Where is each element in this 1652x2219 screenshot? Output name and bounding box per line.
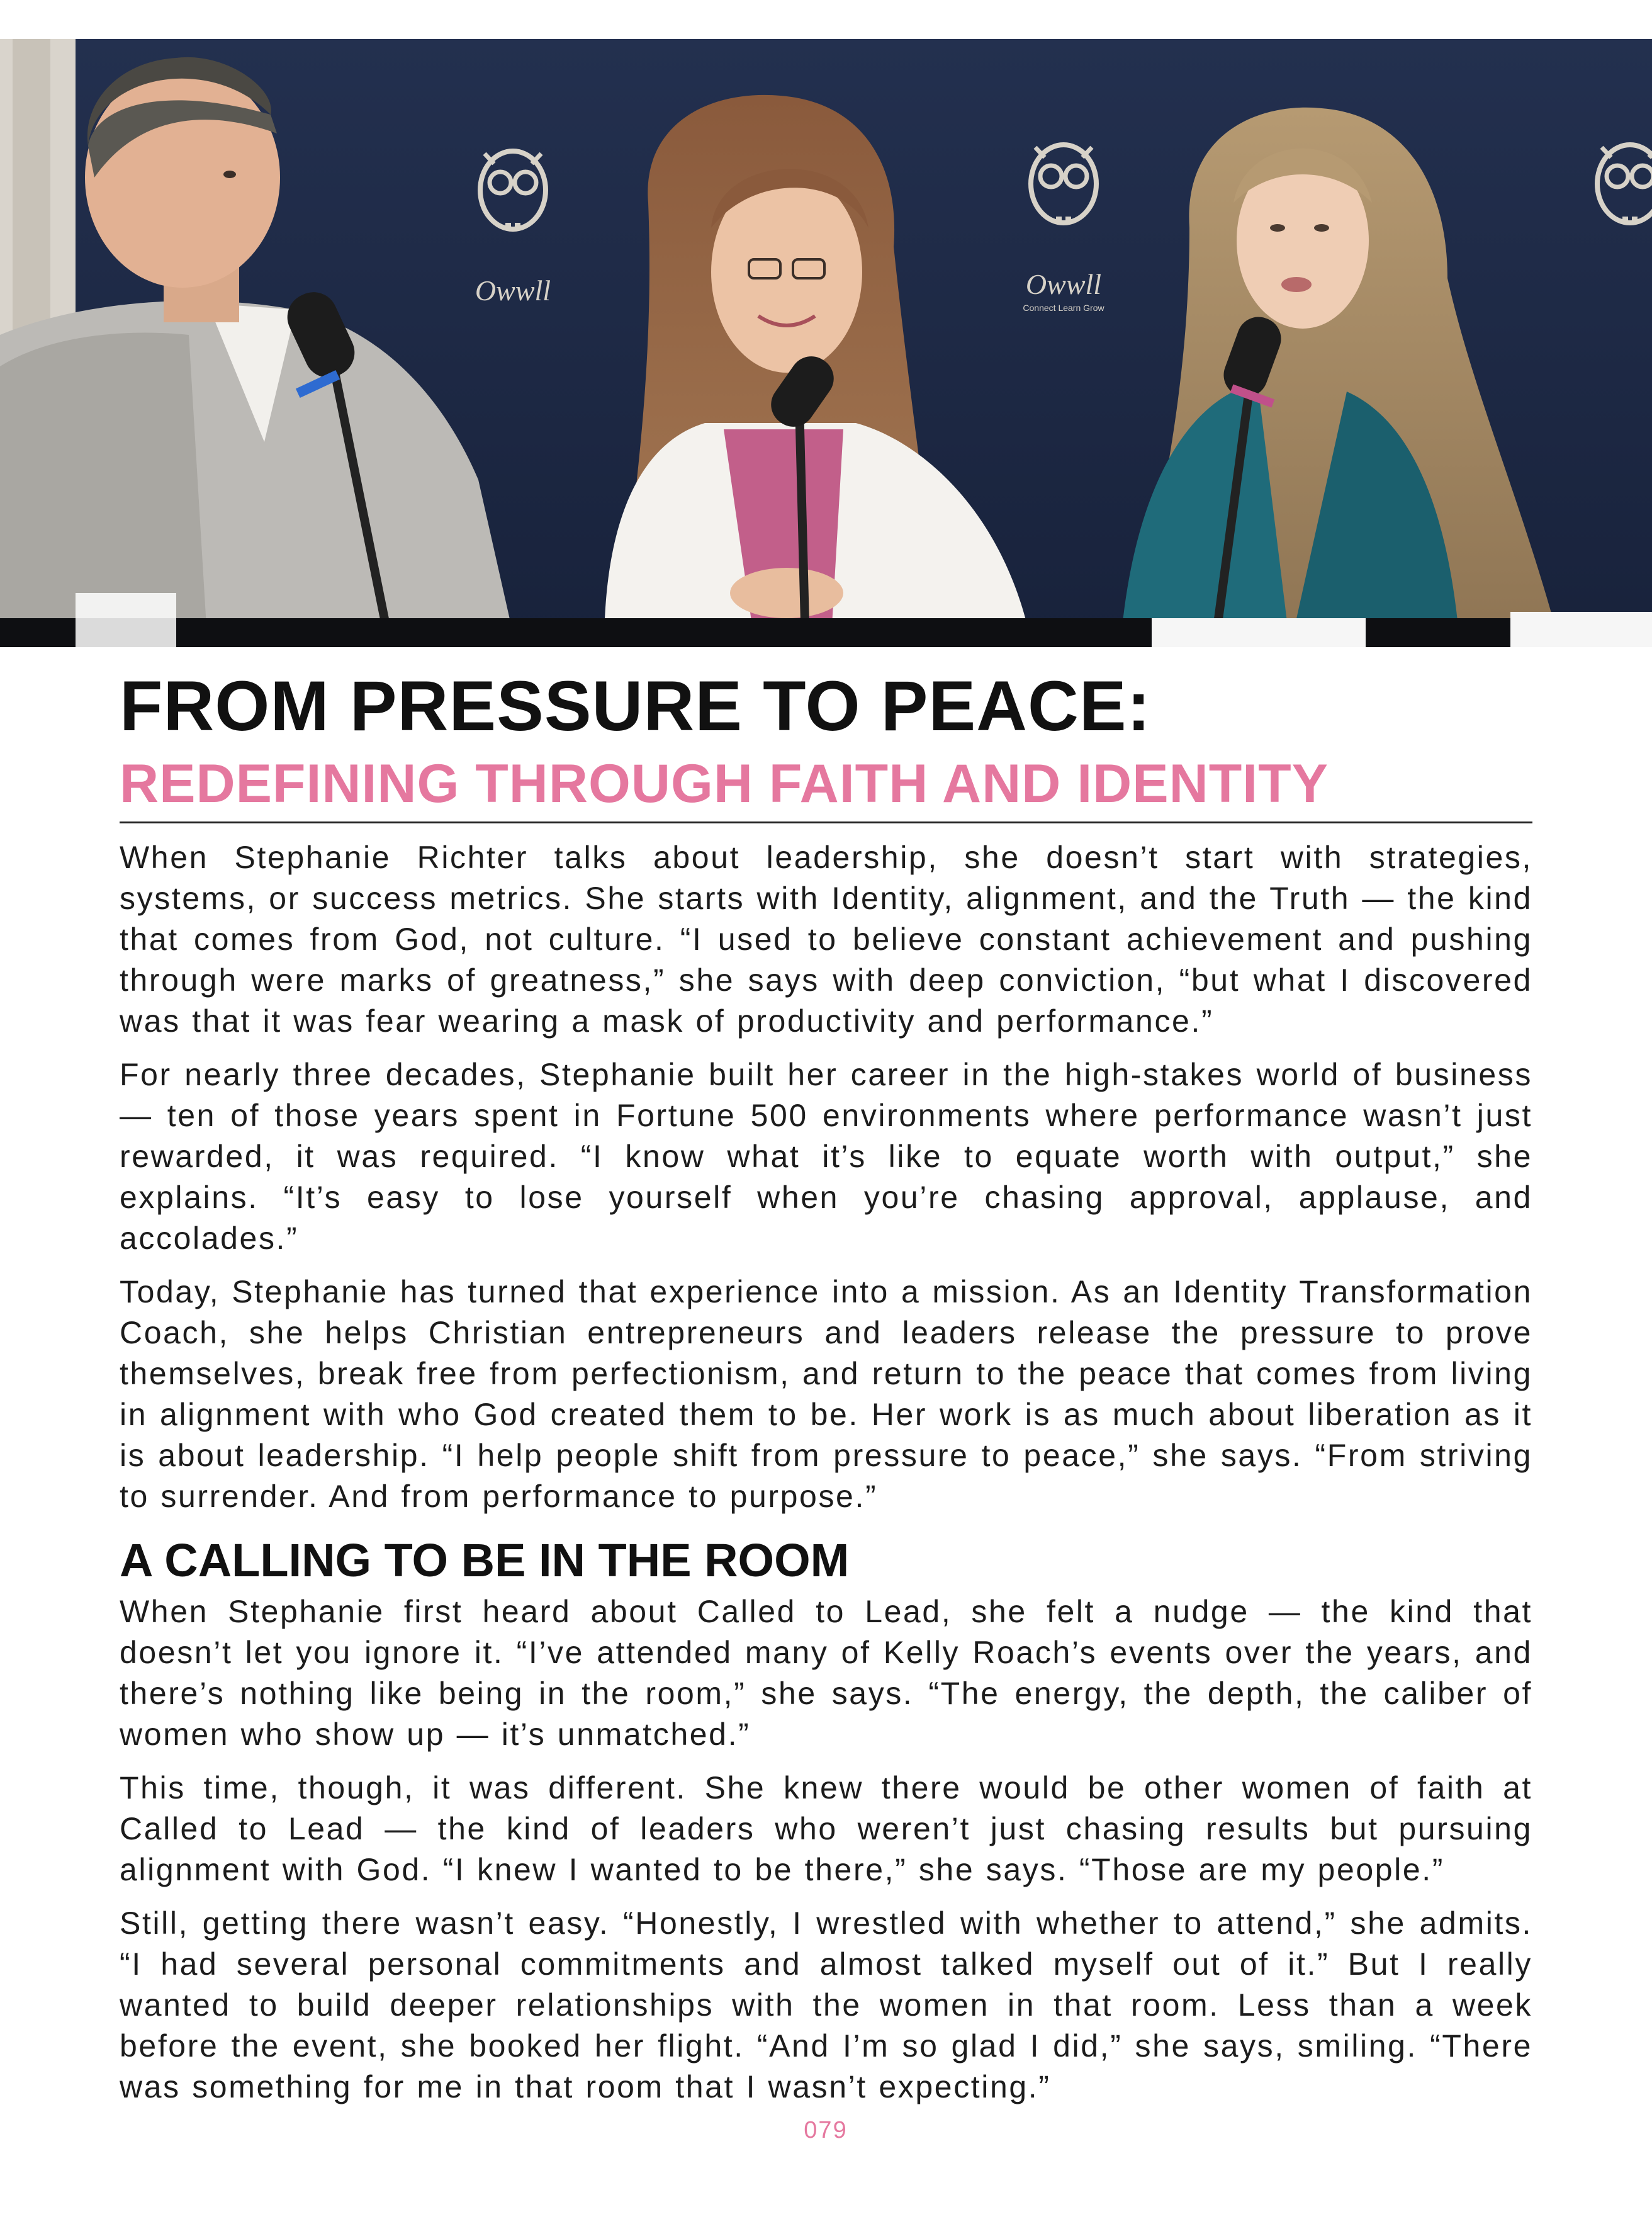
paragraph: This time, though, it was different. She knew there would be other women of faith at Called to Lead — the kind of leaders who weren’t just chasing results but pursuing alignment with God. “I knew I wanted to be there,” she says. “Those are my people.” — [120, 1770, 1532, 1887]
hero-photo — [0, 39, 1652, 647]
paragraph: When Stephanie first heard about Called to Lead, she felt a nudge — the kind that doesn’t let you ignore it. “I’ve attended many of Kelly Roach’s events over the years, and there’s nothing like being in the room,” she says. “The energy, the depth, the caliber of women who show up — it’s unmatched.” — [120, 1594, 1532, 1752]
article-title: FROM PRESSURE TO PEACE: — [120, 667, 1151, 745]
paragraph: Today, Stephanie has turned that experience into a mission. As an Identity Transformation Coach, she helps Christian entrepreneurs and leaders release the pressure to prove themselves, break free from perfectionism, and return to the peace that comes from living in alignment with who God created them to be. Her work is as much about liberation as it is about leadership. “I help people shift from pressure to peace,” she says. “From striving to surrender. And from performance to purpose.” — [120, 1274, 1532, 1514]
paragraph: Still, getting there wasn’t easy. “Honestly, I wrestled with whether to attend,” she admits. “I had several personal commitments and almost talked myself out of it.” But I really wanted to build deeper relationships with the women in that room. Less than a week before the event, she booked her flight. “And I’m so glad I did,” she says, smiling. “There was something for me in that room that I wasn’t expecting.” — [120, 1906, 1532, 2104]
article-subtitle: REDEFINING THROUGH FAITH AND IDENTITY — [120, 754, 1329, 814]
paragraph: When Stephanie Richter talks about leadership, she doesn’t start with strategies, systems, or success metrics. She starts with Identity, alignment, and the Truth — the kind that comes from God, not culture. “I used to believe constant achievement and pushing through were marks of greatness,” she says with deep conviction, “but what I discovered was that it was fear wearing a mask of productivity and performance.” — [120, 840, 1532, 1039]
article-body — [120, 837, 1532, 2120]
title-divider — [120, 822, 1532, 823]
paragraph: For nearly three decades, Stephanie built her career in the high-stakes world of business — ten of those years spent in Fortune 500 environments where performance wasn’t just rewarded, it was required. “I know what it’s like to equate worth with output,” she explains. “It’s easy to lose yourself when you’re chasing approval, applause, and accolades.” — [120, 1057, 1532, 1256]
backdrop-logo-text: Owwll — [1025, 268, 1102, 300]
backdrop-logo-text: Owwll — [475, 274, 551, 307]
panel-discussion-photo — [0, 39, 1652, 647]
section-heading: A CALLING TO BE IN THE ROOM — [120, 1534, 850, 1586]
page-number: 079 — [804, 2117, 848, 2143]
backdrop-logo-tagline: Connect Learn Grow — [1023, 303, 1104, 313]
